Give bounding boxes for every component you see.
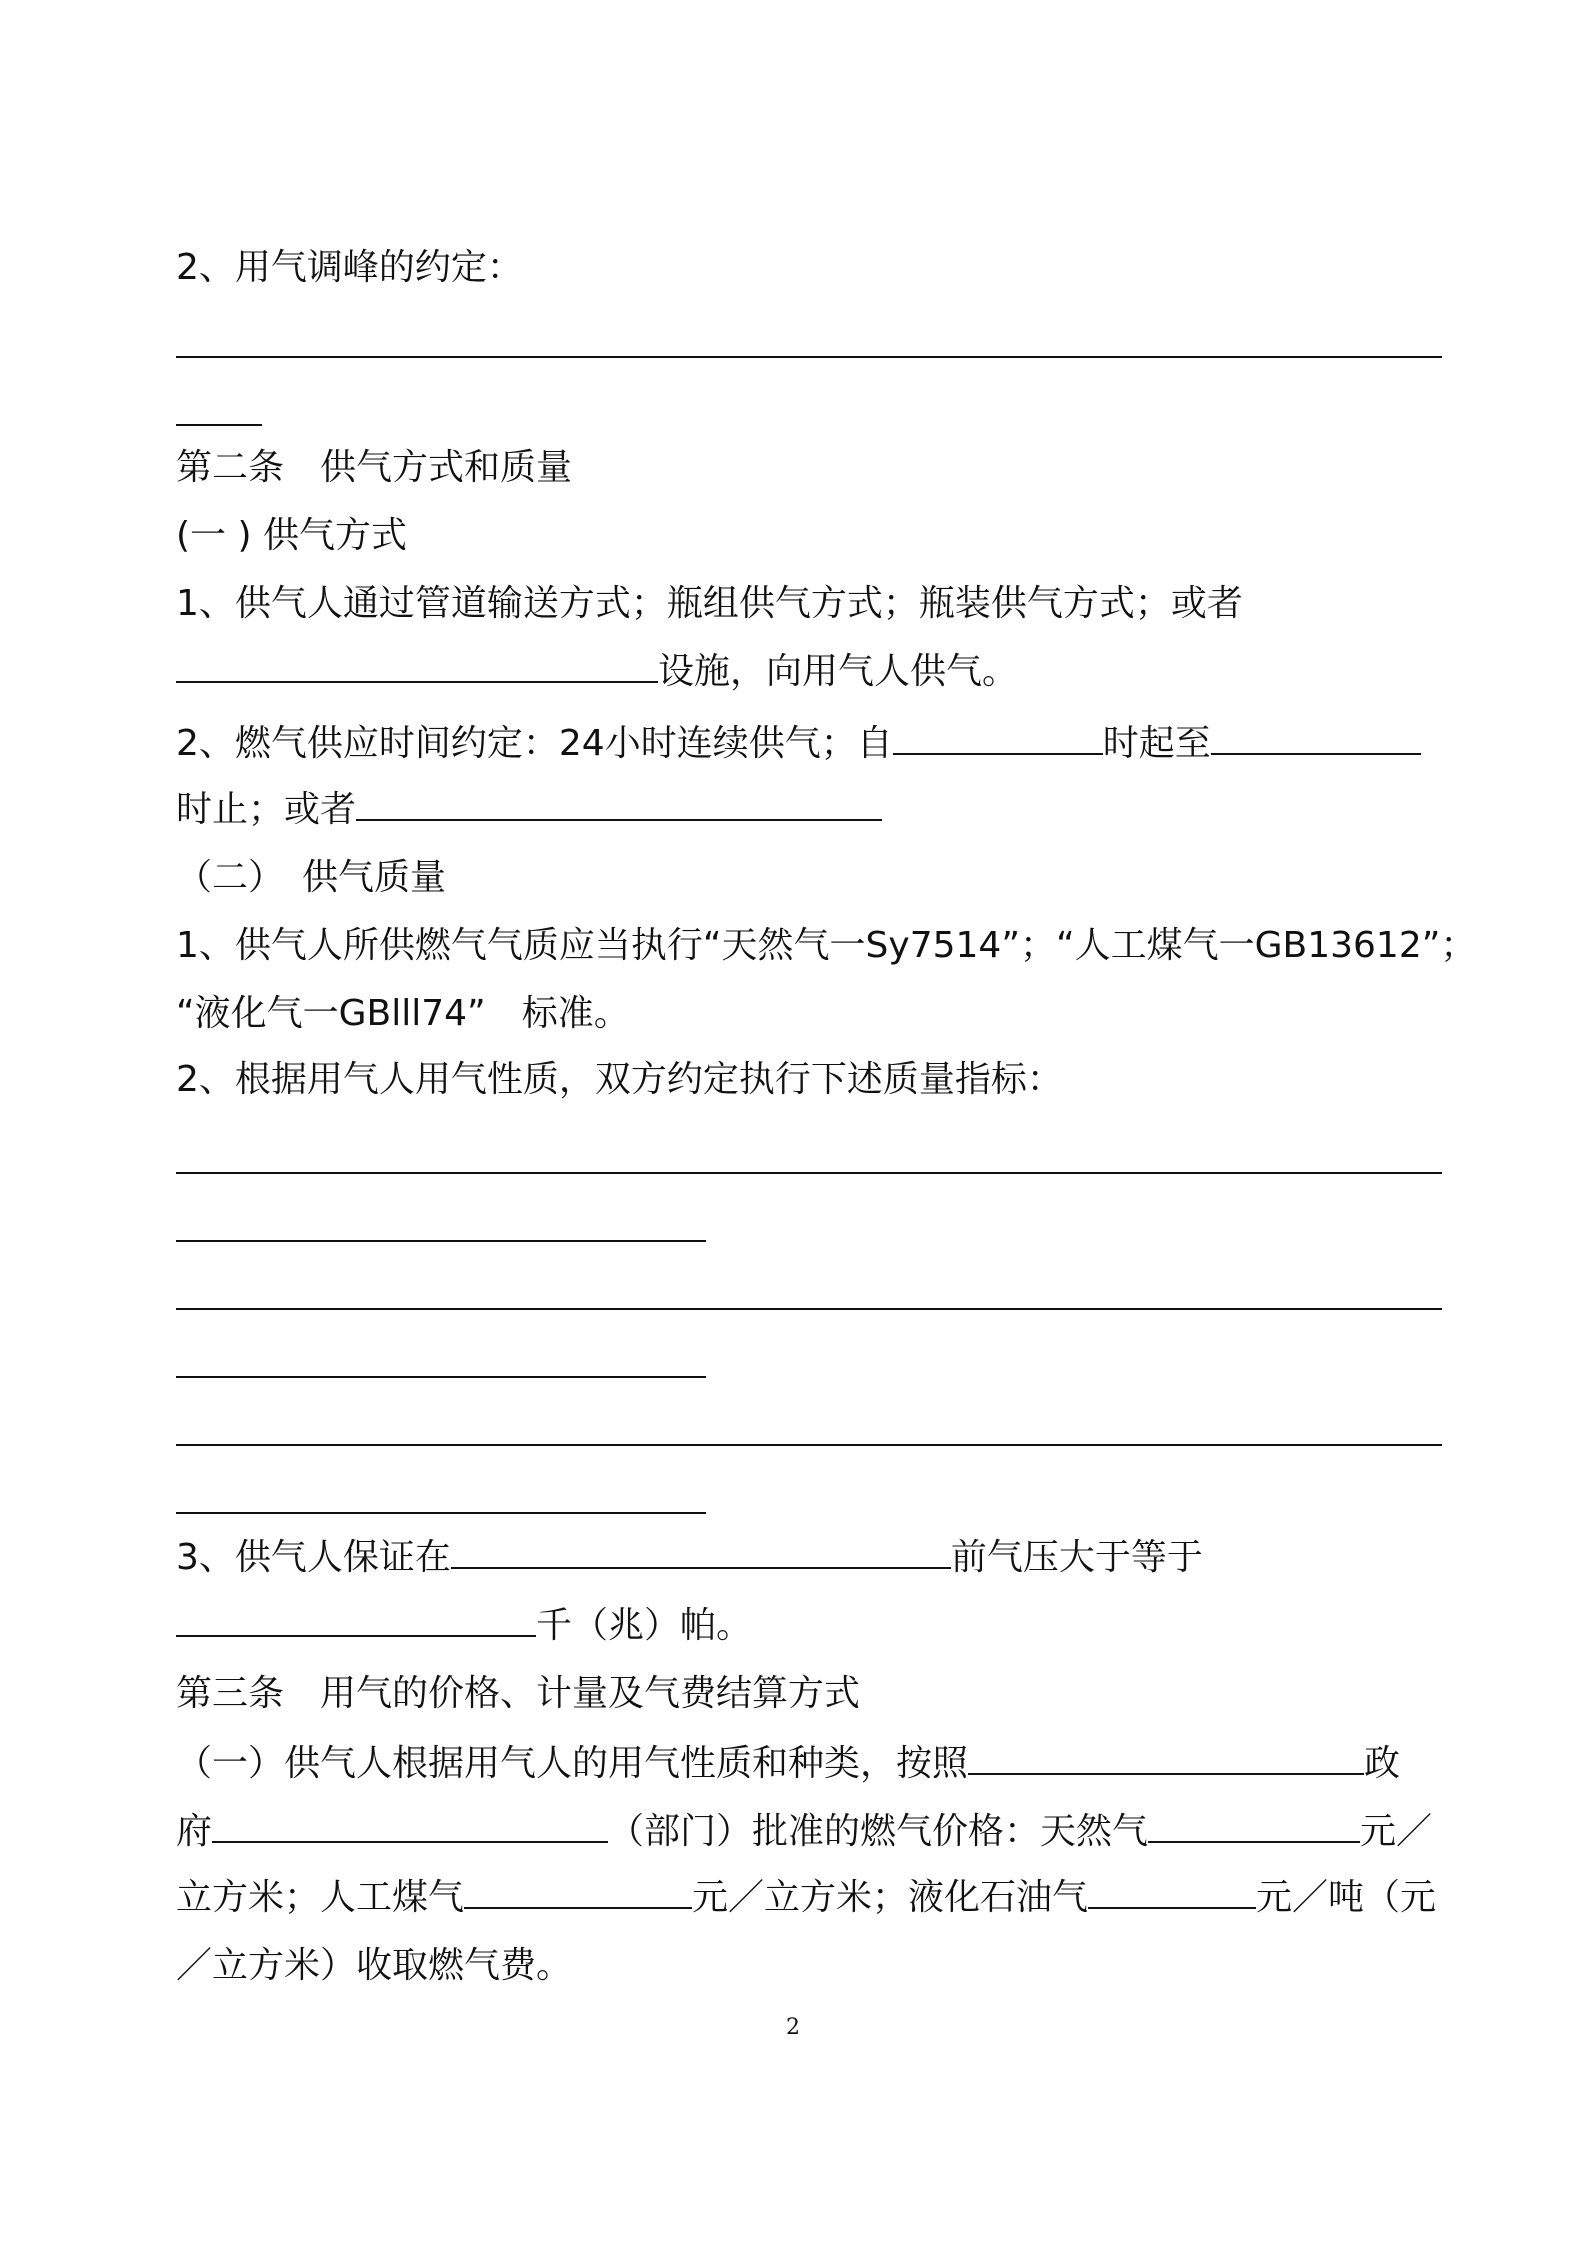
- pressure-line-2: 千（兆）帕。: [176, 1604, 752, 1648]
- quality-standard-line-2: “液化气一GBlll74” 标准。: [176, 993, 630, 1034]
- page-number: 2: [786, 2015, 800, 2040]
- fill-blank-line: [176, 356, 1442, 358]
- fill-blank-line: [176, 1512, 706, 1514]
- article-2-heading: 第二条 供气方式和质量: [176, 447, 573, 488]
- fill-blank-line: [176, 1172, 1442, 1174]
- section-supply-quality: （二） 供气质量: [176, 857, 447, 898]
- fill-blank: [212, 1811, 608, 1843]
- fill-blank: [464, 1877, 692, 1909]
- price-line-2: 府 （部门）批准的燃气价格：天然气 元／: [176, 1811, 1433, 1852]
- fill-blank: [176, 651, 658, 683]
- supply-time-line-2: 时止；或者: [176, 788, 882, 832]
- price-line-1: （一）供气人根据用气人的用气性质和种类，按照 政: [176, 1743, 1401, 1784]
- fill-blank: [968, 1743, 1364, 1775]
- fill-blank-line: [176, 424, 262, 426]
- fill-blank: [1211, 723, 1421, 755]
- supply-time-line-1: 2、燃气供应时间约定：24小时连续供气；自 时起至: [176, 722, 1421, 766]
- fill-blank-line: [176, 1308, 1442, 1310]
- price-line-3: 立方米；人工煤气 元／立方米；液化石油气 元／吨（元: [176, 1877, 1437, 1918]
- fill-blank: [1088, 1877, 1256, 1909]
- fill-blank: [1148, 1811, 1360, 1843]
- pressure-line-1: 3、供气人保证在 前气压大于等于: [176, 1537, 1203, 1578]
- price-line-4: ／立方米）收取燃气费。: [176, 1945, 573, 1986]
- fill-blank: [451, 1537, 951, 1569]
- article-3-heading: 第三条 用气的价格、计量及气费结算方式: [176, 1673, 861, 1714]
- line-peak-shaving: 2、用气调峰的约定：: [176, 247, 523, 288]
- supply-method-line-2: 设施，向用气人供气。: [176, 650, 1018, 694]
- section-supply-method: (一 ) 供气方式: [176, 515, 407, 556]
- fill-blank-line: [176, 1376, 706, 1378]
- quality-standard-line-1: 1、供气人所供燃气气质应当执行“天然气一Sy7514”；“人工煤气一GB13612”；: [176, 925, 1477, 966]
- fill-blank-line: [176, 1240, 706, 1242]
- fill-blank: [176, 1605, 536, 1637]
- fill-blank: [893, 723, 1103, 755]
- fill-blank-line: [176, 1444, 1442, 1446]
- supply-method-line-1: 1、供气人通过管道输送方式；瓶组供气方式；瓶装供气方式；或者: [176, 583, 1243, 624]
- quality-indicators-line: 2、根据用气人用气性质，双方约定执行下述质量指标：: [176, 1059, 1063, 1100]
- fill-blank: [356, 789, 882, 821]
